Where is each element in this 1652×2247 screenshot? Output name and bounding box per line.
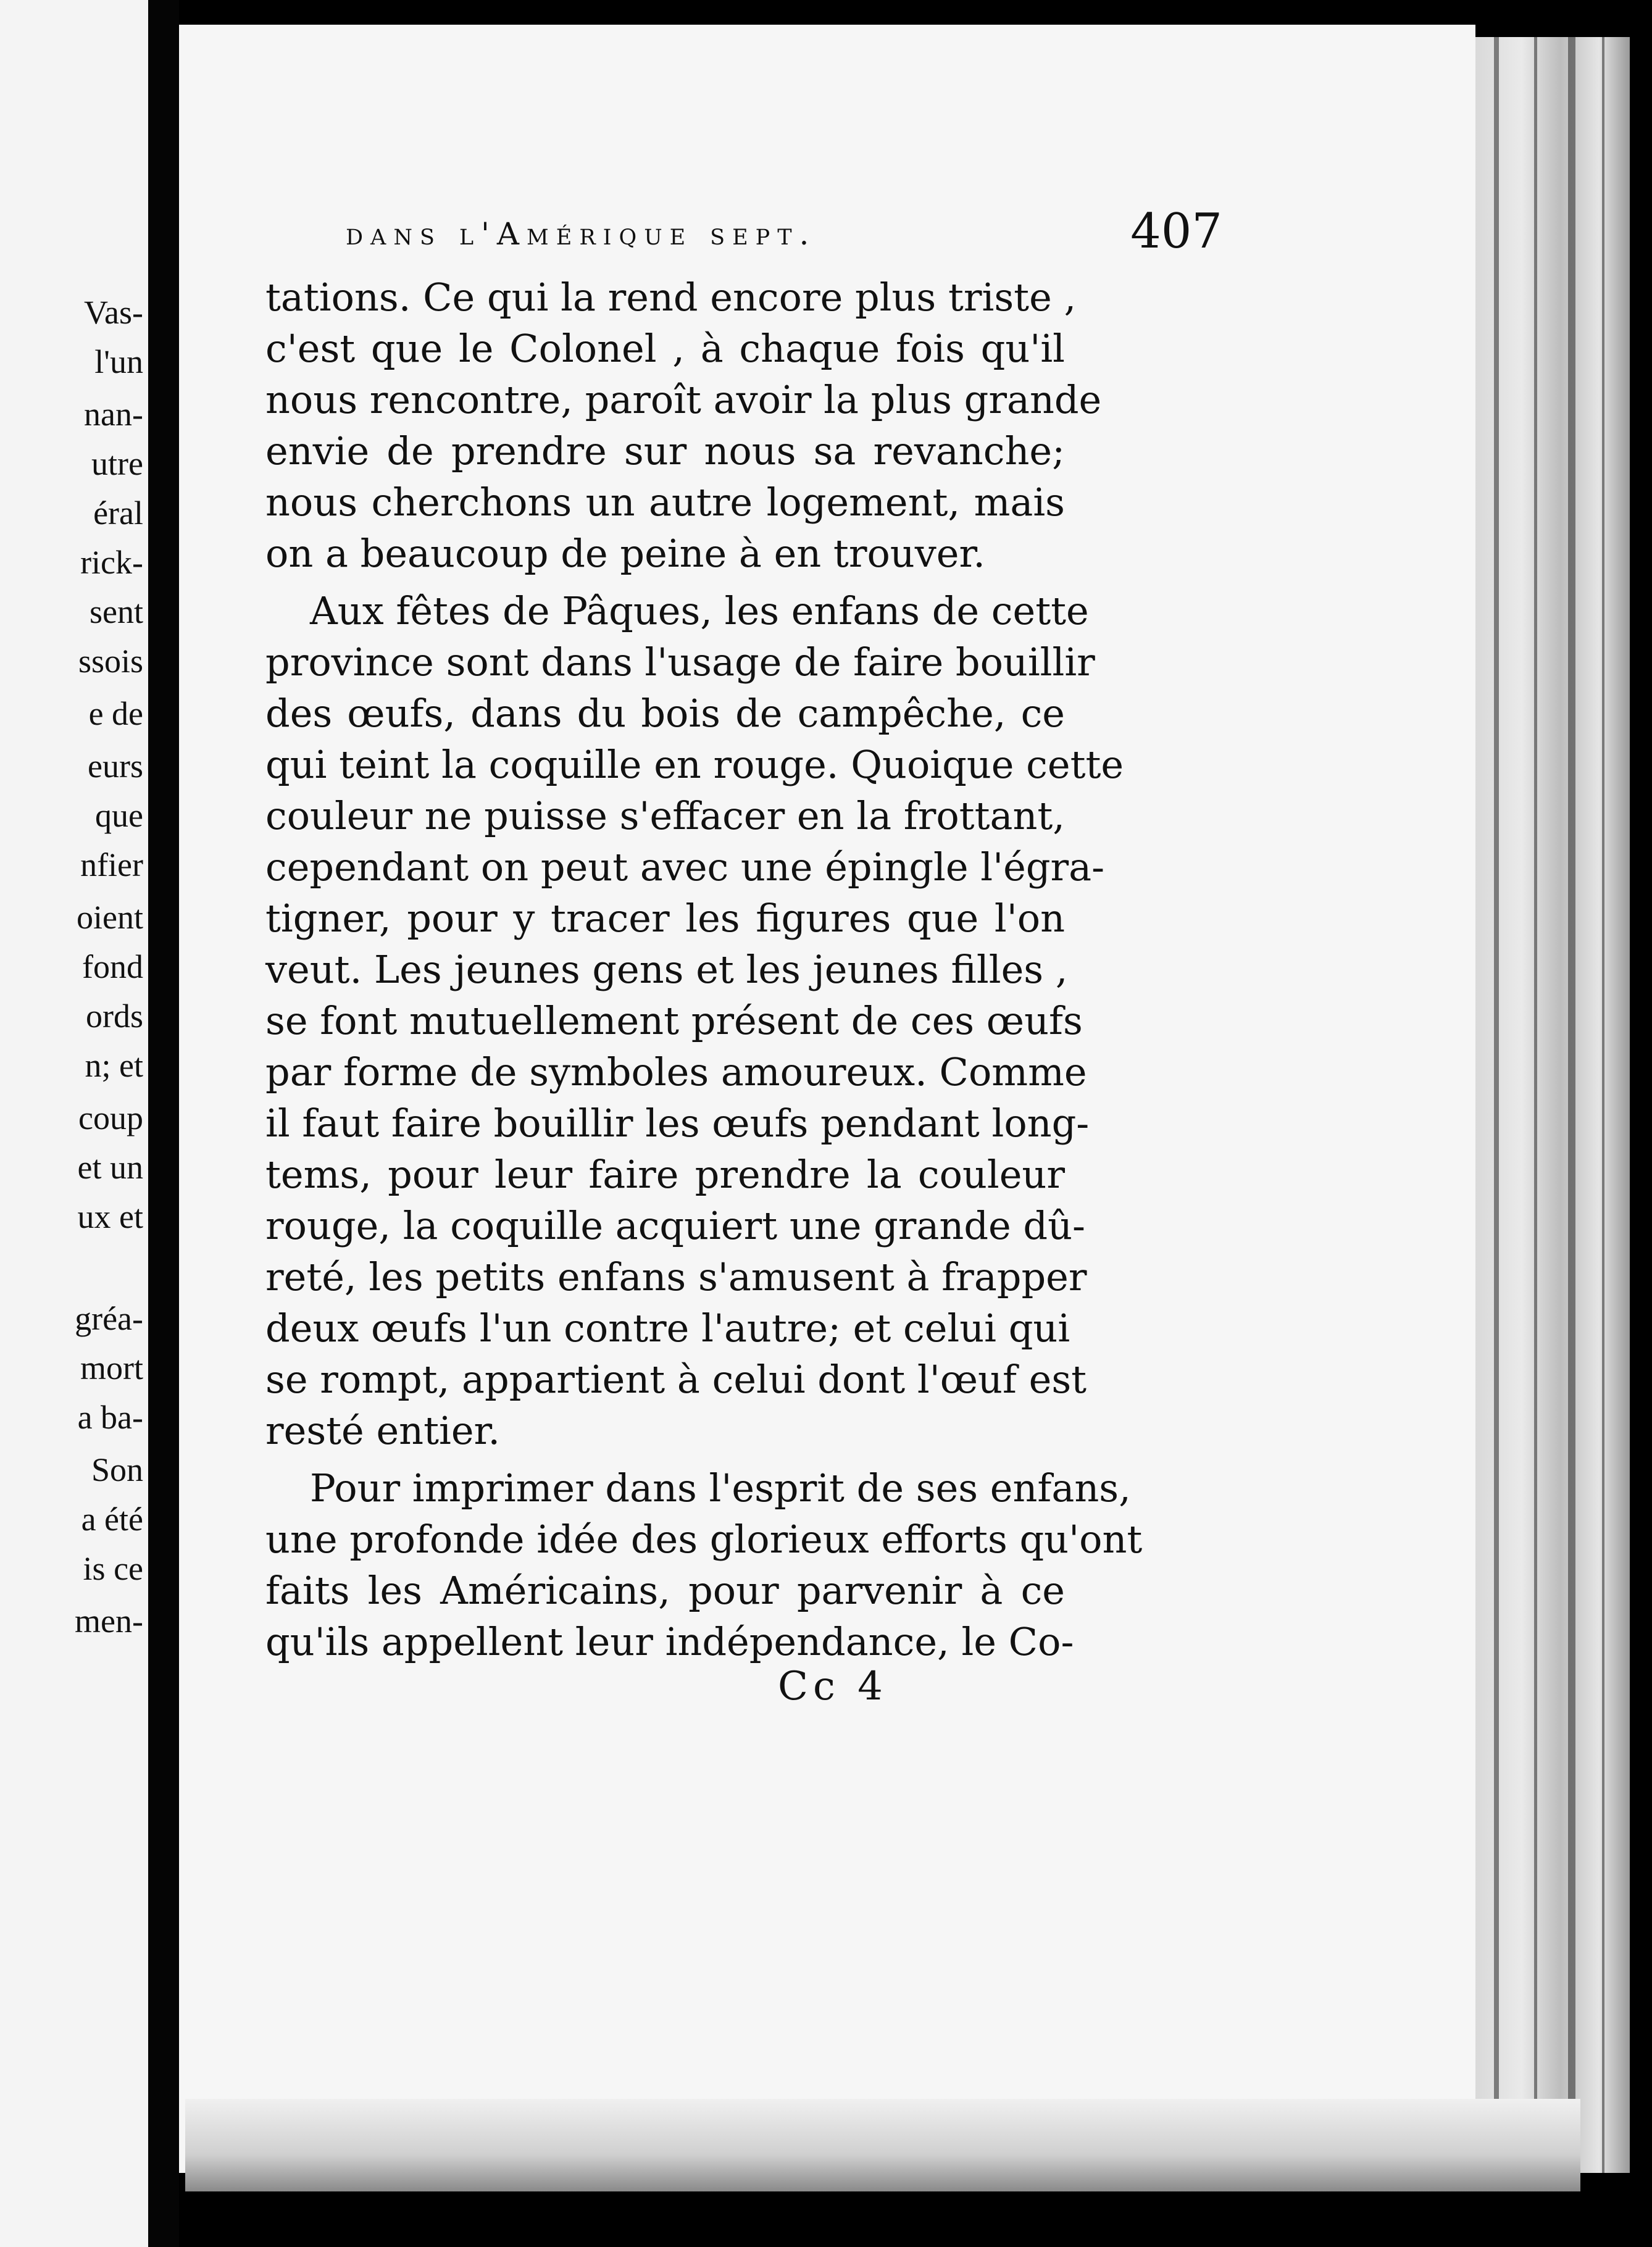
- text-line: qu'ils appellent leur indépendance, le Co-: [265, 1619, 1074, 1664]
- page-edge: [1475, 37, 1630, 2173]
- paragraph: [265, 1462, 1143, 1667]
- text-line: Aux fêtes de Pâques, les enfans de cette: [310, 588, 1089, 633]
- text-line: reté, les petits enfans s'amusent à frapper: [265, 1254, 1087, 1299]
- text-line: envie de prendre sur nous sa revanche;: [265, 428, 1065, 473]
- text-line: resté entier.: [265, 1408, 501, 1453]
- text-line: c'est que le Colonel , à chaque fois qu'il: [265, 326, 1065, 371]
- text-line: rouge, la coquille acquiert une grande dû-: [265, 1203, 1085, 1248]
- text-line: se rompt, appartient à celui dont l'œuf est: [265, 1357, 1087, 1402]
- text-line: Pour imprimer dans l'esprit de ses enfans,: [310, 1465, 1131, 1511]
- text-line: tigner, pour y tracer les figures que l'on: [265, 896, 1065, 941]
- facing-page-text: Vas-: [84, 294, 143, 331]
- text-line: tations. Ce qui la rend encore plus triste ,: [265, 275, 1077, 320]
- facing-page-text: n; et: [85, 1047, 143, 1084]
- facing-page-text: fond: [82, 948, 143, 985]
- facing-page-fragment: [0, 0, 148, 2247]
- text-line: nous cherchons un autre logement, mais: [265, 480, 1065, 525]
- text-line: il faut faire bouillir les œufs pendant long-: [265, 1101, 1090, 1146]
- facing-page-text: men-: [75, 1603, 143, 1640]
- facing-page-text: is ce: [83, 1550, 143, 1587]
- facing-page-text: oient: [77, 899, 143, 936]
- text-line: couleur ne puisse s'effacer en la frottant,: [265, 793, 1066, 838]
- facing-page-text: mort: [80, 1349, 143, 1386]
- text-line: on a beaucoup de peine à en trouver.: [265, 531, 985, 576]
- page-number: 407: [1130, 204, 1222, 259]
- running-title: dans l'Amérique sept.: [346, 216, 817, 252]
- text-line: cependant on peut avec une épingle l'égra-: [265, 844, 1105, 890]
- text-line: par forme de symboles amoureux. Comme: [265, 1049, 1087, 1094]
- facing-page-text: et un: [77, 1149, 143, 1186]
- page: [179, 25, 1475, 2173]
- paragraph: [265, 585, 1124, 1456]
- facing-page-text: ux et: [77, 1198, 143, 1235]
- text-line: deux œufs l'un contre l'autre; et celui qui: [265, 1306, 1070, 1351]
- page-bottom-edge: [185, 2099, 1580, 2191]
- facing-page-text: sent: [90, 593, 143, 630]
- facing-page-text: coup: [78, 1099, 143, 1136]
- facing-page-text: ords: [86, 998, 143, 1035]
- text-line: se font mutuellement présent de ces œufs: [265, 998, 1083, 1043]
- text-line: province sont dans l'usage de faire bouillir: [265, 640, 1095, 685]
- facing-page-text: e de: [88, 695, 143, 732]
- text-line: faits les Américains, pour parvenir à ce: [265, 1568, 1065, 1613]
- text-line: qui teint la coquille en rouge. Quoique cette: [265, 742, 1124, 787]
- facing-page-text: éral: [93, 494, 143, 532]
- facing-page-text: l'un: [94, 343, 143, 380]
- text-line: veut. Les jeunes gens et les jeunes filles ,: [265, 947, 1068, 992]
- facing-page-text: nan-: [84, 396, 143, 433]
- facing-page-text: ssois: [78, 643, 143, 680]
- text-line: nous rencontre, paroît avoir la plus grande: [265, 377, 1102, 422]
- page-header: [346, 204, 1222, 265]
- facing-page-text: a ba-: [77, 1399, 143, 1436]
- text-line: des œufs, dans du bois de campêche, ce: [265, 691, 1065, 736]
- signature-mark: Cc 4: [778, 1664, 888, 1709]
- book-gutter: [148, 0, 179, 2247]
- text-line: une profonde idée des glorieux efforts qu'ont: [265, 1517, 1143, 1562]
- facing-page-text: que: [95, 797, 143, 834]
- facing-page-text: utre: [91, 445, 143, 482]
- facing-page-text: gréa-: [75, 1300, 143, 1337]
- text-line: tems, pour leur faire prendre la couleur: [265, 1152, 1065, 1197]
- paragraph: [265, 272, 1102, 579]
- facing-page-text: nfier: [80, 846, 143, 883]
- facing-page-text: rick-: [80, 544, 143, 581]
- facing-page-text: Son: [91, 1451, 143, 1488]
- body-text: [265, 272, 1143, 1667]
- facing-page-text: eurs: [88, 748, 143, 785]
- facing-page-text: a été: [81, 1501, 143, 1538]
